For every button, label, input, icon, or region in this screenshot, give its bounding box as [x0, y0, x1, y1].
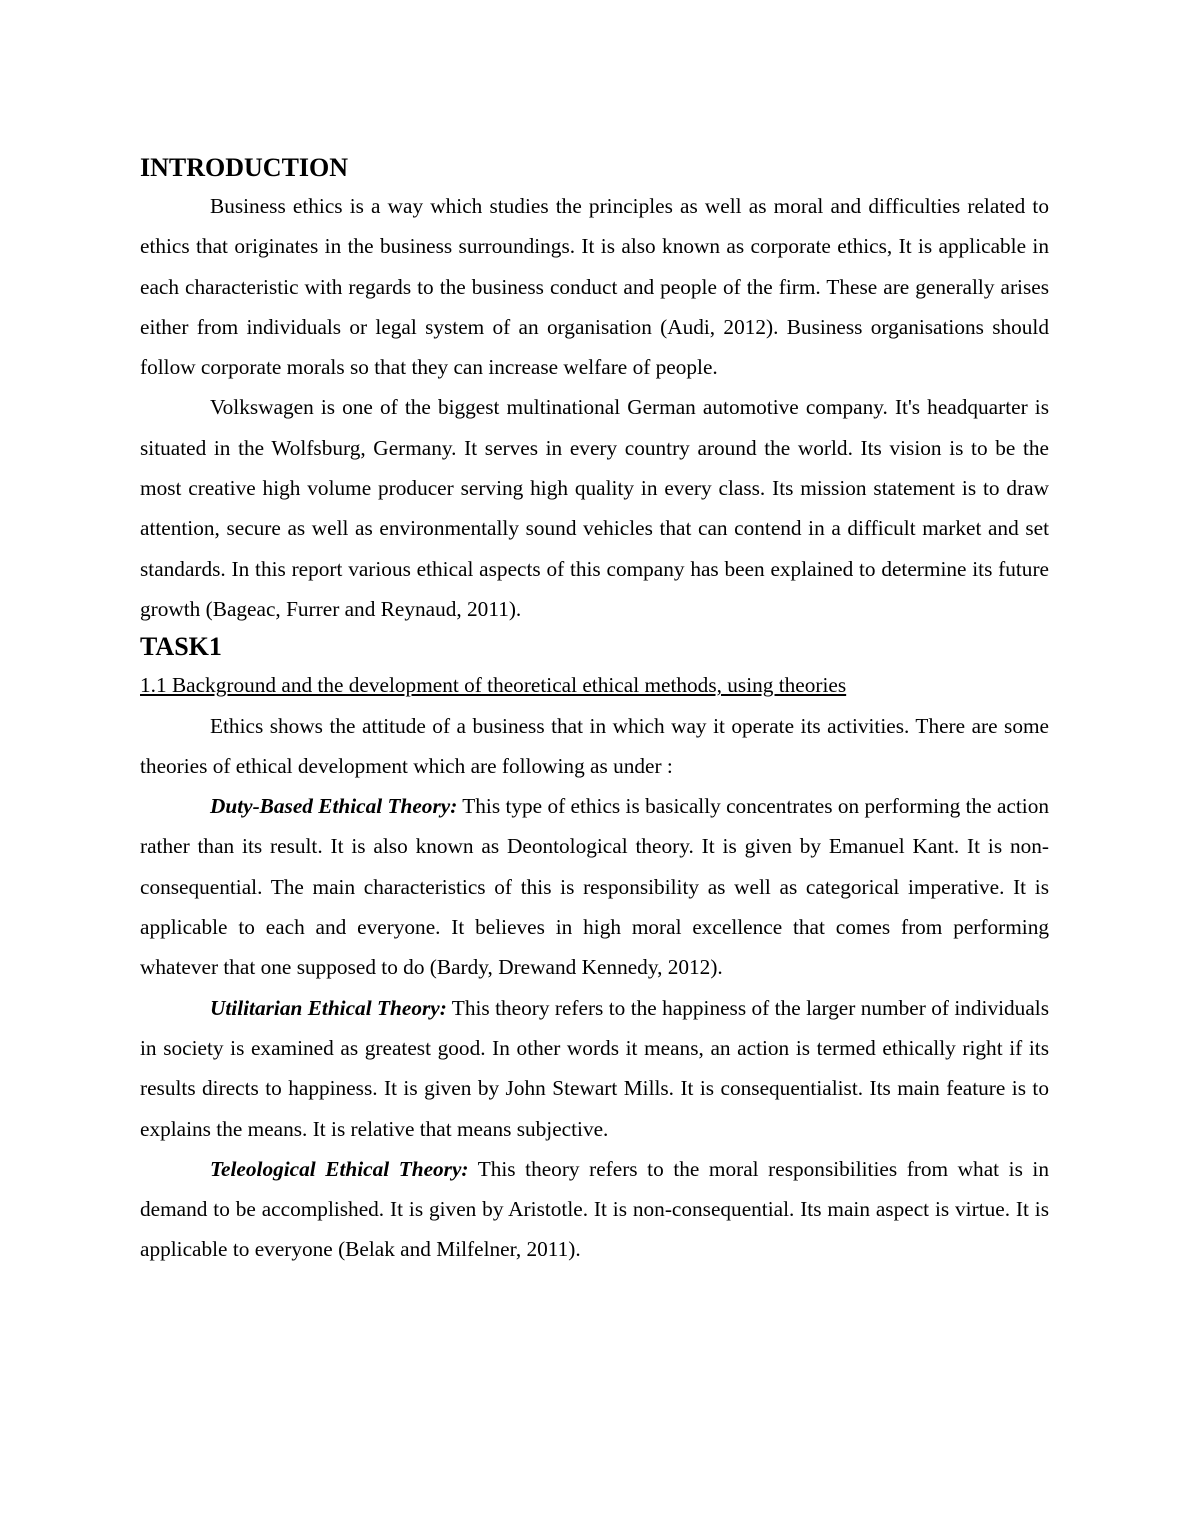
teleological-theory-paragraph — [140, 1149, 1049, 1270]
duty-based-theory-paragraph — [140, 786, 1049, 987]
introduction-heading: INTRODUCTION — [140, 153, 349, 182]
utilitarian-theory-term: Utilitarian Ethical Theory: — [210, 995, 447, 1020]
utilitarian-theory-text: This theory refers to the happiness of the larger number of individuals in society is examined as greatest good. In other words it means, an action is termed ethically right if its results directs to happiness. It is given by John Stewart Mills. It is consequentialist. Its main feature is to explains the means. It is relative that means subjective. — [140, 995, 1049, 1141]
intro-paragraph-2: Volkswagen is one of the biggest multinational German automotive company. It's headquarter is situated in the Wolfsburg, Germany. It serves in every country around the world. Its vision is to be the most creative high volume producer serving high quality in every class. Its mission statement is to draw attention, secure as well as environmentally sound vehicles that can contend in a difficult market and set standards. In this report various ethical aspects of this company has been explained to determine its future growth (Bageac, Furrer and Reynaud, 2011). — [140, 395, 1049, 621]
document-page — [140, 150, 1049, 1270]
teleological-theory-term: Teleological Ethical Theory: — [210, 1156, 469, 1181]
duty-based-theory-term: Duty-Based Ethical Theory: — [210, 794, 458, 819]
utilitarian-theory-paragraph — [140, 988, 1049, 1149]
task1-paragraph-intro: Ethics shows the attitude of a business that in which way it operate its activities. There are some theories of ethical development which are following as under : — [140, 713, 1049, 778]
duty-based-theory-text: This type of ethics is basically concentrates on performing the action rather than its result. It is also known as Deontological theory. It is given by Emanuel Kant. It is non-consequential. The main characteristics of this is responsibility as well as categorical imperative. It is applicable to each and everyone. It believes in high moral excellence that comes from performing whatever that one supposed to do (Bardy, Drewand Kennedy, 2012). — [140, 794, 1050, 980]
intro-paragraph-1: Business ethics is a way which studies the principles as well as moral and difficulties related to ethics that originates in the business surroundings. It is also known as corporate ethics, It is applicable in each characteristic with regards to the business conduct and people of the firm. These are generally arises either from individuals or legal system of an organisation (Audi, 2012). Business organisations should follow corporate morals so that they can increase welfare of people. — [140, 194, 1049, 380]
task1-subheading: 1.1 Background and the development of theoretical ethical methods, using theories — [140, 673, 847, 698]
teleological-theory-text: This theory refers to the moral responsibilities from what is in demand to be accomplished. It is given by Aristotle. It is non-consequential. Its main aspect is virtue. It is applicable to everyone (Belak and Milfelner, 2011). — [140, 1156, 1049, 1262]
task1-heading: TASK1 — [140, 632, 222, 662]
